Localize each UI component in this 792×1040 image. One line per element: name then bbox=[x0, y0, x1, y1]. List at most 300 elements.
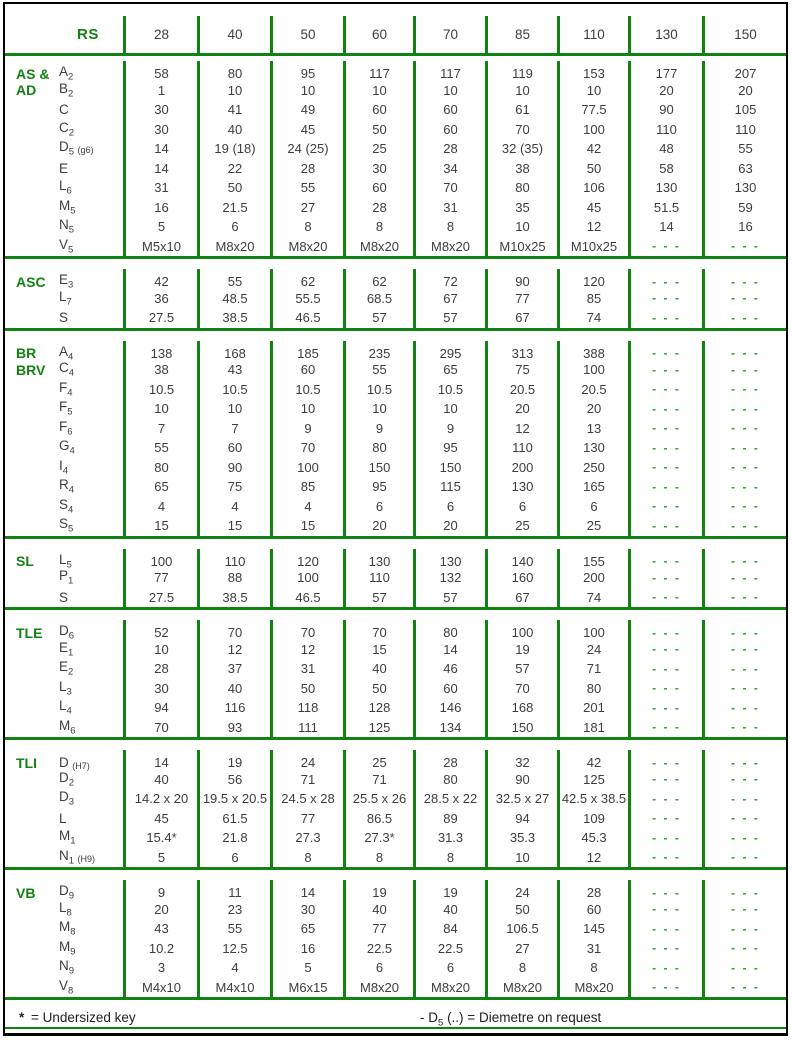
section-label: VB bbox=[16, 884, 36, 901]
value-cell: 100 bbox=[557, 360, 628, 380]
value-cell: 50 bbox=[485, 900, 557, 920]
dash-cell: - - - bbox=[702, 939, 786, 959]
section-label: TLE bbox=[16, 624, 43, 641]
row-label-cell bbox=[5, 380, 123, 400]
value-cell: 75 bbox=[485, 360, 557, 380]
dash-cell: - - - bbox=[628, 458, 702, 478]
dash-cell: - - - bbox=[702, 919, 786, 939]
value-cell: 57 bbox=[413, 588, 485, 608]
table-sections bbox=[5, 61, 786, 1000]
value-cell: 40 bbox=[123, 770, 197, 790]
value-cell: 12 bbox=[270, 640, 343, 660]
row-label-cell bbox=[5, 939, 123, 959]
value-cell: 67 bbox=[413, 289, 485, 309]
value-cell: 32 (35) bbox=[485, 139, 557, 159]
section-TLE bbox=[5, 620, 786, 740]
column-header: 70 bbox=[413, 16, 485, 53]
value-cell: 12.5 bbox=[197, 939, 270, 959]
value-cell: 388 bbox=[557, 341, 628, 364]
value-cell: 10 bbox=[413, 399, 485, 419]
value-cell: 42 bbox=[123, 269, 197, 292]
value-cell: 106.5 bbox=[485, 919, 557, 939]
value-cell: 100 bbox=[557, 120, 628, 140]
value-cell: 36 bbox=[123, 289, 197, 309]
value-cell: 80 bbox=[197, 61, 270, 84]
value-cell: 67 bbox=[485, 308, 557, 328]
header-separator-line bbox=[5, 53, 786, 56]
row-label-cell bbox=[5, 81, 123, 101]
value-cell: 70 bbox=[197, 620, 270, 643]
value-cell: 200 bbox=[557, 568, 628, 588]
value-cell: 6 bbox=[343, 958, 413, 978]
value-cell: 95 bbox=[343, 477, 413, 497]
value-cell: 24 bbox=[485, 880, 557, 903]
dash-cell: - - - bbox=[628, 269, 702, 292]
row-label-cell bbox=[5, 698, 123, 718]
column-header: 150 bbox=[702, 16, 786, 53]
dash-cell: - - - bbox=[702, 900, 786, 920]
dash-cell: - - - bbox=[628, 750, 702, 773]
value-cell: 24 bbox=[557, 640, 628, 660]
value-cell: 111 bbox=[270, 718, 343, 738]
value-cell: 30 bbox=[123, 100, 197, 120]
value-cell: 32.5 x 27 bbox=[485, 789, 557, 809]
value-cell: 10 bbox=[197, 81, 270, 101]
value-cell: 61.5 bbox=[197, 809, 270, 829]
row-label-cell bbox=[5, 100, 123, 120]
value-cell: 5 bbox=[270, 958, 343, 978]
value-cell: 71 bbox=[270, 770, 343, 790]
value-cell: 14 bbox=[123, 139, 197, 159]
value-cell: 10 bbox=[485, 81, 557, 101]
value-cell: 16 bbox=[270, 939, 343, 959]
value-cell: 77 bbox=[123, 568, 197, 588]
value-cell: 146 bbox=[413, 698, 485, 718]
column-header: 50 bbox=[270, 16, 343, 53]
row-label-cell bbox=[5, 477, 123, 497]
value-cell: 125 bbox=[557, 770, 628, 790]
row-label-cell bbox=[5, 497, 123, 517]
value-cell: 235 bbox=[343, 341, 413, 364]
value-cell: 185 bbox=[270, 341, 343, 364]
value-cell: 30 bbox=[123, 679, 197, 699]
value-cell: 10 bbox=[343, 81, 413, 101]
dash-cell: - - - bbox=[702, 588, 786, 608]
row-label-cell bbox=[5, 770, 123, 790]
row-label: $M_8$ bbox=[59, 919, 76, 939]
value-cell: 153 bbox=[557, 61, 628, 84]
value-cell: 50 bbox=[557, 159, 628, 179]
row-label-cell bbox=[5, 958, 123, 978]
value-cell: 75 bbox=[197, 477, 270, 497]
value-cell: 28 bbox=[343, 198, 413, 218]
value-cell: 40 bbox=[197, 679, 270, 699]
value-cell: 20 bbox=[343, 516, 413, 536]
value-cell: 130 bbox=[628, 178, 702, 198]
dash-cell: - - - bbox=[702, 438, 786, 458]
column-header: 28 bbox=[123, 16, 197, 53]
value-cell: 68.5 bbox=[343, 289, 413, 309]
row-label: $L_8$ bbox=[59, 899, 72, 919]
value-cell: 105 bbox=[702, 100, 786, 120]
row-label: $N_1$ (H9) bbox=[59, 847, 96, 867]
value-cell: 6 bbox=[413, 958, 485, 978]
value-cell: 41 bbox=[197, 100, 270, 120]
value-cell: 60 bbox=[270, 360, 343, 380]
value-cell: 115 bbox=[413, 477, 485, 497]
row-label-cell bbox=[5, 516, 123, 536]
dash-cell: - - - bbox=[702, 341, 786, 364]
value-cell: 57 bbox=[485, 659, 557, 679]
row-label-cell bbox=[5, 289, 123, 309]
value-cell: 15 bbox=[270, 516, 343, 536]
value-cell: M4x10 bbox=[123, 978, 197, 998]
row-label-cell bbox=[5, 900, 123, 920]
row-label: $D_5$ (g6) bbox=[59, 139, 94, 159]
value-cell: 130 bbox=[413, 549, 485, 572]
row-label: $S_5$ bbox=[59, 516, 74, 536]
value-cell: 10 bbox=[270, 399, 343, 419]
value-cell: 46 bbox=[413, 659, 485, 679]
value-cell: 10 bbox=[413, 81, 485, 101]
row-label: $C_4$ bbox=[59, 360, 75, 380]
value-cell: 14 bbox=[123, 159, 197, 179]
value-cell: M8x20 bbox=[343, 978, 413, 998]
row-label: C bbox=[59, 102, 69, 118]
dash-cell: - - - bbox=[702, 809, 786, 829]
value-cell: 74 bbox=[557, 588, 628, 608]
value-cell: 20 bbox=[485, 399, 557, 419]
footer-separator-line bbox=[5, 1027, 786, 1029]
value-cell: 43 bbox=[197, 360, 270, 380]
value-cell: 120 bbox=[557, 269, 628, 292]
value-cell: 106 bbox=[557, 178, 628, 198]
value-cell: 10.5 bbox=[270, 380, 343, 400]
row-label: $L_7$ bbox=[59, 288, 72, 308]
dash-cell: - - - bbox=[702, 828, 786, 848]
value-cell: 57 bbox=[413, 308, 485, 328]
row-label: $A_2$ bbox=[59, 64, 74, 84]
dash-cell: - - - bbox=[628, 438, 702, 458]
row-label-cell bbox=[5, 679, 123, 699]
value-cell: 130 bbox=[557, 438, 628, 458]
dash-cell: - - - bbox=[702, 679, 786, 699]
value-cell: 71 bbox=[557, 659, 628, 679]
corner-label: RS bbox=[77, 26, 99, 43]
dash-cell: - - - bbox=[628, 698, 702, 718]
value-cell: 16 bbox=[123, 198, 197, 218]
value-cell: 20 bbox=[413, 516, 485, 536]
row-label: $L_6$ bbox=[59, 178, 72, 198]
value-cell: 132 bbox=[413, 568, 485, 588]
value-cell: 10 bbox=[343, 399, 413, 419]
row-label-cell bbox=[5, 718, 123, 738]
value-cell: 4 bbox=[270, 497, 343, 517]
value-cell: 24 bbox=[270, 750, 343, 773]
value-cell: 177 bbox=[628, 61, 702, 84]
value-cell: 8 bbox=[557, 958, 628, 978]
value-cell: 28 bbox=[413, 139, 485, 159]
dash-cell: - - - bbox=[628, 341, 702, 364]
dash-cell: - - - bbox=[628, 620, 702, 643]
value-cell: 45 bbox=[557, 198, 628, 218]
row-label: $V_8$ bbox=[59, 977, 74, 997]
value-cell: 6 bbox=[197, 848, 270, 868]
row-label-cell bbox=[5, 809, 123, 829]
footnote-diameter-on-request bbox=[420, 1010, 601, 1029]
value-cell: 14 bbox=[628, 217, 702, 237]
row-label: $F_4$ bbox=[59, 379, 73, 399]
value-cell: 250 bbox=[557, 458, 628, 478]
row-label: $V_5$ bbox=[59, 236, 74, 256]
dash-cell: - - - bbox=[702, 516, 786, 536]
dash-cell: - - - bbox=[628, 848, 702, 868]
value-cell: 15.4* bbox=[123, 828, 197, 848]
value-cell: 155 bbox=[557, 549, 628, 572]
row-label-cell bbox=[5, 198, 123, 218]
value-cell: 51.5 bbox=[628, 198, 702, 218]
value-cell: 10 bbox=[123, 640, 197, 660]
value-cell: 77.5 bbox=[557, 100, 628, 120]
dash-cell: - - - bbox=[702, 289, 786, 309]
value-cell: 10 bbox=[270, 81, 343, 101]
value-cell: 24.5 x 28 bbox=[270, 789, 343, 809]
value-cell: 72 bbox=[413, 269, 485, 292]
value-cell: 70 bbox=[343, 620, 413, 643]
value-cell: 20.5 bbox=[557, 380, 628, 400]
section-ASC bbox=[5, 269, 786, 331]
dash-cell: - - - bbox=[628, 880, 702, 903]
dash-cell: - - - bbox=[702, 458, 786, 478]
value-cell: 25 bbox=[485, 516, 557, 536]
value-cell: 25 bbox=[343, 139, 413, 159]
row-label: $M_1$ bbox=[59, 828, 76, 848]
value-cell: 42 bbox=[557, 139, 628, 159]
value-cell: 95 bbox=[413, 438, 485, 458]
value-cell: 77 bbox=[270, 809, 343, 829]
value-cell: 14 bbox=[413, 640, 485, 660]
row-label: $M_5$ bbox=[59, 197, 76, 217]
value-cell: 10 bbox=[557, 81, 628, 101]
dash-cell: - - - bbox=[702, 958, 786, 978]
row-label-cell bbox=[5, 237, 123, 257]
value-cell: 13 bbox=[557, 419, 628, 439]
value-cell: 109 bbox=[557, 809, 628, 829]
value-cell: 38 bbox=[123, 360, 197, 380]
value-cell: 77 bbox=[343, 919, 413, 939]
value-cell: 25.5 x 26 bbox=[343, 789, 413, 809]
section-label: AD bbox=[16, 82, 37, 99]
dash-cell: - - - bbox=[628, 958, 702, 978]
value-cell: 160 bbox=[485, 568, 557, 588]
value-cell: 80 bbox=[413, 770, 485, 790]
value-cell: 74 bbox=[557, 308, 628, 328]
value-cell: 119 bbox=[485, 61, 557, 84]
row-label-cell bbox=[5, 399, 123, 419]
value-cell: 8 bbox=[413, 848, 485, 868]
value-cell: 90 bbox=[485, 269, 557, 292]
value-cell: 62 bbox=[270, 269, 343, 292]
value-cell: 10 bbox=[197, 399, 270, 419]
value-cell: 31 bbox=[557, 939, 628, 959]
row-label-cell bbox=[5, 640, 123, 660]
value-cell: 181 bbox=[557, 718, 628, 738]
row-label: D (H7) bbox=[59, 754, 90, 771]
dash-cell: - - - bbox=[628, 568, 702, 588]
value-cell: 85 bbox=[270, 477, 343, 497]
value-cell: 7 bbox=[197, 419, 270, 439]
footnote-right-rest: (..) = Diemetre on request bbox=[447, 1010, 602, 1025]
value-cell: 22.5 bbox=[343, 939, 413, 959]
value-cell: 20 bbox=[123, 900, 197, 920]
dash-cell: - - - bbox=[702, 380, 786, 400]
section-label: SL bbox=[16, 553, 34, 570]
value-cell: 58 bbox=[628, 159, 702, 179]
value-cell: M5x10 bbox=[123, 237, 197, 257]
dash-cell: - - - bbox=[628, 640, 702, 660]
value-cell: 28 bbox=[270, 159, 343, 179]
dash-cell: - - - bbox=[702, 770, 786, 790]
row-label: $D_9$ bbox=[59, 883, 75, 903]
value-cell: 55 bbox=[197, 269, 270, 292]
value-cell: 11 bbox=[197, 880, 270, 903]
value-cell: 56 bbox=[197, 770, 270, 790]
value-cell: 60 bbox=[413, 679, 485, 699]
value-cell: 110 bbox=[343, 568, 413, 588]
value-cell: 3 bbox=[123, 958, 197, 978]
catalog-page bbox=[3, 2, 788, 1036]
value-cell: 27.3* bbox=[343, 828, 413, 848]
value-cell: 8 bbox=[413, 217, 485, 237]
value-cell: 14 bbox=[123, 750, 197, 773]
row-label: L bbox=[59, 810, 67, 826]
value-cell: 34 bbox=[413, 159, 485, 179]
header-corner-cell bbox=[5, 16, 123, 53]
value-cell: 70 bbox=[270, 620, 343, 643]
value-cell: 35 bbox=[485, 198, 557, 218]
value-cell: 150 bbox=[343, 458, 413, 478]
row-label: $C_2$ bbox=[59, 119, 75, 139]
value-cell: 128 bbox=[343, 698, 413, 718]
dash-cell: - - - bbox=[702, 698, 786, 718]
row-label-cell bbox=[5, 178, 123, 198]
dash-cell: - - - bbox=[628, 497, 702, 517]
value-cell: 94 bbox=[485, 809, 557, 829]
row-label-cell bbox=[5, 438, 123, 458]
value-cell: 8 bbox=[343, 217, 413, 237]
value-cell: 7 bbox=[123, 419, 197, 439]
value-cell: 21.5 bbox=[197, 198, 270, 218]
value-cell: 23 bbox=[197, 900, 270, 920]
value-cell: 150 bbox=[413, 458, 485, 478]
dash-cell: - - - bbox=[702, 308, 786, 328]
row-label: E bbox=[59, 160, 69, 176]
value-cell: 65 bbox=[270, 919, 343, 939]
row-label-cell bbox=[5, 360, 123, 380]
value-cell: 4 bbox=[197, 497, 270, 517]
dash-cell: - - - bbox=[702, 789, 786, 809]
value-cell: 80 bbox=[413, 620, 485, 643]
value-cell: 50 bbox=[343, 679, 413, 699]
value-cell: 125 bbox=[343, 718, 413, 738]
value-cell: 42.5 x 38.5 bbox=[557, 789, 628, 809]
value-cell: 27 bbox=[485, 939, 557, 959]
table-header-row bbox=[5, 16, 786, 53]
value-cell: 10.5 bbox=[343, 380, 413, 400]
row-label-cell bbox=[5, 919, 123, 939]
value-cell: 19.5 x 20.5 bbox=[197, 789, 270, 809]
value-cell: 28 bbox=[557, 880, 628, 903]
dash-cell: - - - bbox=[702, 269, 786, 292]
value-cell: 117 bbox=[343, 61, 413, 84]
row-label-cell bbox=[5, 308, 123, 328]
dash-cell: - - - bbox=[628, 380, 702, 400]
value-cell: 1 bbox=[123, 81, 197, 101]
dash-cell: - - - bbox=[702, 568, 786, 588]
value-cell: M8x20 bbox=[485, 978, 557, 998]
value-cell: 6 bbox=[557, 497, 628, 517]
value-cell: M8x20 bbox=[413, 978, 485, 998]
section-VB bbox=[5, 880, 786, 1000]
asterisk-symbol: * bbox=[19, 1010, 25, 1025]
value-cell: 77 bbox=[485, 289, 557, 309]
value-cell: 24 (25) bbox=[270, 139, 343, 159]
dash-cell: - - - bbox=[628, 399, 702, 419]
value-cell: 40 bbox=[413, 900, 485, 920]
value-cell: 16 bbox=[702, 217, 786, 237]
value-cell: 110 bbox=[197, 549, 270, 572]
value-cell: 28 bbox=[123, 659, 197, 679]
row-label: $N_9$ bbox=[59, 958, 75, 978]
dash-cell: - - - bbox=[628, 919, 702, 939]
value-cell: 89 bbox=[413, 809, 485, 829]
dash-cell: - - - bbox=[702, 497, 786, 517]
dash-cell: - - - bbox=[702, 640, 786, 660]
value-cell: 80 bbox=[557, 679, 628, 699]
value-cell: 60 bbox=[557, 900, 628, 920]
value-cell: 55 bbox=[270, 178, 343, 198]
section-SL bbox=[5, 549, 786, 611]
value-cell: 168 bbox=[197, 341, 270, 364]
dash-cell: - - - bbox=[702, 978, 786, 998]
row-label: $A_4$ bbox=[59, 343, 74, 363]
value-cell: 70 bbox=[485, 120, 557, 140]
row-label-cell bbox=[5, 120, 123, 140]
dash-cell: - - - bbox=[628, 900, 702, 920]
value-cell: M4x10 bbox=[197, 978, 270, 998]
row-label-cell bbox=[5, 978, 123, 998]
value-cell: 55 bbox=[197, 919, 270, 939]
value-cell: M8x20 bbox=[197, 237, 270, 257]
value-cell: 32 bbox=[485, 750, 557, 773]
value-cell: 31 bbox=[413, 198, 485, 218]
dash-cell: - - - bbox=[702, 360, 786, 380]
column-header: 130 bbox=[628, 16, 702, 53]
value-cell: 61 bbox=[485, 100, 557, 120]
value-cell: 40 bbox=[343, 659, 413, 679]
value-cell: 15 bbox=[197, 516, 270, 536]
row-label: S bbox=[59, 589, 69, 605]
value-cell: 130 bbox=[702, 178, 786, 198]
row-label: $E_3$ bbox=[59, 272, 74, 292]
row-label: $L_5$ bbox=[59, 551, 72, 571]
row-label-cell bbox=[5, 588, 123, 608]
row-label: $R_4$ bbox=[59, 477, 75, 497]
dash-cell: - - - bbox=[702, 848, 786, 868]
value-cell: 313 bbox=[485, 341, 557, 364]
dash-cell: - - - bbox=[702, 399, 786, 419]
value-cell: 71 bbox=[343, 770, 413, 790]
